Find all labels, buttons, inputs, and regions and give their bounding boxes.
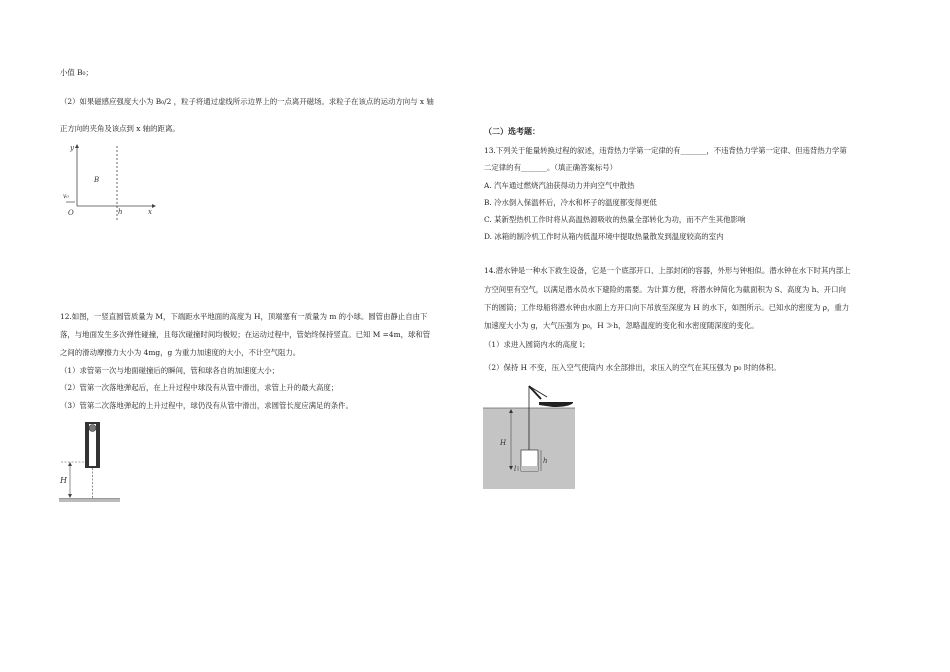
- fig14-H-label: H: [500, 439, 507, 447]
- fig11-h-label: h: [118, 208, 123, 216]
- fig11-B-label: B: [94, 176, 100, 184]
- q14-line1: 14.潜水钟是一种水下救生设备，它是一个底部开口、上部封闭的容器，外形与钟相似。潜水钟在水下时其内部上: [484, 266, 851, 275]
- q13-line1: 13.下列关于能量转换过程的叙述，违背热力学第一定律的有_______，不违背热力学第一定律、但违背热力学第: [484, 146, 847, 155]
- q12-line2: 落，与地面发生多次弹性碰撞，且每次碰撞时间均极短；在运动过程中，管始终保持竖直。已知 M =4m，球和管: [60, 330, 431, 339]
- q11-tail-line2: （2）如果磁感应强度大小为 B₀/2 ，粒子将通过虚线所示边界上的一点离开磁场。求粒子在该点的运动方向与 x 轴: [60, 97, 434, 106]
- q12-line3: 之间的滑动摩擦力大小为 4mg，g 为重力加速度的大小，不计空气阻力。: [60, 348, 301, 357]
- fig14-h-label: h: [543, 457, 548, 465]
- q13-option-b: B. 冷水倒入保温杯后，冷水和杯子的温度都变得更低: [484, 198, 657, 207]
- q14-sub1: （1）求进入圆筒内水的高度 l；: [484, 340, 590, 349]
- fig11-O-label: O: [68, 209, 74, 217]
- q11-tail-line1: 小值 B₀；: [60, 68, 93, 77]
- q14-sub2: （2）保持 H 不变，压入空气使筒内 水全部排出，求压入的空气在其压强为 p₀ 时的体积。: [484, 363, 781, 372]
- fig14-l-label: l: [514, 465, 517, 473]
- fig11-axes-diagram: [62, 142, 162, 222]
- fig11-x-label: x: [148, 208, 152, 216]
- q12-line1: 12.如图，一竖直圆管质量为 M，下端距水平地面的高度为 H，顶端塞有一质量为 m 的小球。圆管由静止自由下: [60, 312, 428, 321]
- fig11-v0-label: v₀: [63, 193, 69, 200]
- q14-line4: 加速度大小为 g，大气压强为 p₀，H ≫h，忽略温度的变化和水密度随深度的变化。: [484, 321, 759, 330]
- q14-line3: 下的圆筒；工作母船将潜水钟由水面上方开口向下吊放至深度为 H 的水下，如图所示。已知水的密度为 ρ，重力: [484, 303, 850, 312]
- q11-tail-line3: 正方向的夹角及该点到 x 轴的距离。: [60, 124, 180, 133]
- q13-option-c: C. 某新型热机工作时将从高温热源吸收的热量全部转化为功，而不产生其他影响: [484, 215, 746, 224]
- fig14-diving-bell-diagram: [483, 383, 575, 489]
- q13-line2: 二定律的有_______。（填正确答案标号）: [484, 163, 618, 172]
- q14-line2: 方空间里有空气，以满足潜水员水下避险的需要。为计算方便，将潜水钟简化为截面积为 S、高度为 h、开口向: [484, 285, 846, 294]
- q12-sub3: （3）管第二次落地弹起的上升过程中，球仍没有从管中滑出，求圆管长度应满足的条件。: [60, 401, 353, 410]
- fig11-y-label: y: [70, 144, 74, 152]
- section-title-elective: （二）选考题：: [484, 126, 540, 136]
- fig12-tube-diagram: [58, 420, 128, 505]
- q12-sub2: （2）管第一次落地弹起后，在上升过程中球没有从管中滑出，求管上升的最大高度；: [60, 383, 339, 392]
- q12-sub1: （1）求管第一次与地面碰撞后的瞬间，管和球各自的加速度大小；: [60, 366, 280, 375]
- q13-option-d: D. 冰箱的制冷机工作时从箱内低温环境中提取热量散发到温度较高的室内: [484, 232, 724, 241]
- q13-option-a: A. 汽车通过燃烧汽油获得动力并向空气中散热: [484, 181, 635, 190]
- fig12-H-label: H: [60, 476, 67, 485]
